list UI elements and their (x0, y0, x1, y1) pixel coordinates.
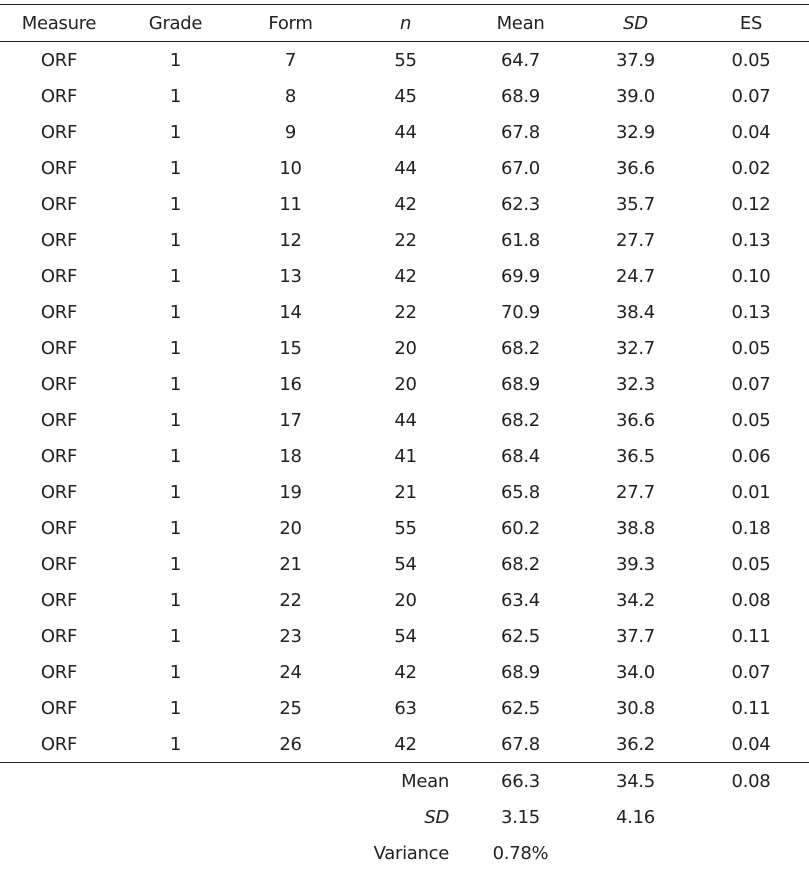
table-row (0, 618, 809, 654)
cell-es: 0.11 (731, 625, 771, 647)
table-row (0, 78, 809, 114)
table-row (0, 186, 809, 222)
cell-form: 23 (279, 625, 302, 647)
cell-mean: 63.4 (501, 589, 540, 611)
header-row (0, 5, 809, 42)
cell-n: 21 (394, 481, 417, 503)
cell-n: 20 (394, 337, 417, 359)
cell-measure: ORF (40, 85, 78, 107)
cell-form: 15 (279, 337, 302, 359)
cell-form: 11 (279, 193, 302, 215)
cell-sd: 36.6 (616, 157, 655, 179)
cell-sd: 24.7 (616, 265, 655, 287)
cell-n: 42 (394, 265, 417, 287)
cell-form: 13 (279, 265, 302, 287)
cell-grade: 1 (169, 49, 182, 71)
cell-measure: ORF (0, 726, 118, 763)
table-row (0, 474, 809, 510)
cell-mean: 65.8 (501, 481, 540, 503)
cell-measure: ORF (40, 193, 78, 215)
cell-grade: 1 (169, 517, 182, 539)
col-header-n: n (399, 12, 412, 34)
cell-n: 41 (394, 445, 417, 467)
col-header-mean: Mean (496, 12, 545, 34)
cell-form: 24 (279, 661, 302, 683)
cell-form: 20 (279, 517, 302, 539)
summary-label: Mean (401, 770, 449, 792)
cell-measure: ORF (40, 49, 78, 71)
cell-grade: 1 (169, 85, 182, 107)
summary-sd-value: 34.5 (616, 770, 655, 792)
cell-n: 20 (394, 373, 417, 395)
cell-mean: 68.4 (501, 445, 540, 467)
table-row (0, 690, 809, 726)
cell-measure: ORF (40, 661, 78, 683)
cell-es: 0.08 (731, 589, 771, 611)
cell-sd: 27.7 (616, 481, 655, 503)
cell-es: 0.05 (731, 337, 771, 359)
cell-grade: 1 (169, 121, 182, 143)
cell-sd: 32.9 (616, 121, 655, 143)
cell-mean: 68.2 (501, 409, 540, 431)
cell-mean: 68.2 (501, 337, 540, 359)
cell-measure: ORF (40, 445, 78, 467)
cell-form: 21 (279, 553, 302, 575)
cell-n: 44 (394, 157, 417, 179)
cell-measure: ORF (40, 625, 78, 647)
table-row (0, 42, 809, 79)
cell-mean: 67.8 (501, 121, 540, 143)
cell-mean: 67.8 (463, 726, 578, 763)
cell-sd: 30.8 (616, 697, 655, 719)
cell-n: 22 (394, 229, 417, 251)
cell-sd: 39.3 (616, 553, 655, 575)
cell-grade: 1 (118, 726, 233, 763)
cell-es: 0.04 (693, 726, 809, 763)
cell-grade: 1 (169, 445, 182, 467)
cell-grade: 1 (169, 481, 182, 503)
cell-form: 16 (279, 373, 302, 395)
summary-es-value (693, 799, 809, 835)
cell-grade: 1 (169, 661, 182, 683)
cell-mean: 68.9 (501, 661, 540, 683)
table-row (0, 510, 809, 546)
table-row (0, 402, 809, 438)
cell-mean: 70.9 (501, 301, 540, 323)
cell-grade: 1 (169, 409, 182, 431)
cell-form: 14 (279, 301, 302, 323)
cell-mean: 68.9 (501, 373, 540, 395)
cell-measure: ORF (40, 589, 78, 611)
cell-form: 9 (284, 121, 297, 143)
table-row (0, 222, 809, 258)
table-row (0, 582, 809, 618)
cell-n: 44 (394, 121, 417, 143)
summary-es-value (693, 835, 809, 871)
cell-es: 0.05 (731, 409, 771, 431)
cell-grade: 1 (169, 229, 182, 251)
cell-n: 45 (394, 85, 417, 107)
cell-form: 19 (279, 481, 302, 503)
table-row (0, 258, 809, 294)
summary-label: Variance (373, 842, 449, 864)
cell-mean: 68.2 (501, 553, 540, 575)
cell-grade: 1 (169, 157, 182, 179)
cell-n: 55 (394, 49, 417, 71)
cell-mean: 67.0 (501, 157, 540, 179)
cell-es: 0.11 (731, 697, 771, 719)
cell-grade: 1 (169, 697, 182, 719)
summary-sd-value (578, 835, 693, 871)
cell-measure: ORF (40, 301, 78, 323)
cell-measure: ORF (40, 373, 78, 395)
summary-es-value: 0.08 (731, 770, 771, 792)
cell-mean: 68.9 (501, 85, 540, 107)
cell-n: 54 (394, 553, 417, 575)
col-header-sd: SD (623, 12, 648, 34)
cell-es: 0.10 (731, 265, 771, 287)
cell-form: 25 (279, 697, 302, 719)
cell-mean: 62.3 (501, 193, 540, 215)
results-table (0, 4, 809, 871)
summary-row-variance (0, 835, 809, 871)
summary-label: SD (424, 806, 449, 828)
cell-es: 0.05 (731, 49, 771, 71)
cell-grade: 1 (169, 301, 182, 323)
cell-grade: 1 (169, 589, 182, 611)
cell-form: 7 (284, 49, 297, 71)
table-row (0, 546, 809, 582)
cell-sd: 37.7 (616, 625, 655, 647)
cell-es: 0.18 (731, 517, 771, 539)
col-header-form: Form (268, 12, 313, 34)
cell-es: 0.06 (731, 445, 771, 467)
summary-row-mean (0, 763, 809, 800)
cell-n: 42 (394, 193, 417, 215)
table-body (0, 42, 809, 763)
col-header-grade: Grade (148, 12, 203, 34)
cell-es: 0.07 (731, 373, 771, 395)
cell-es: 0.02 (731, 157, 771, 179)
summary-mean-value: 66.3 (501, 770, 540, 792)
table-row (0, 294, 809, 330)
cell-sd: 27.7 (616, 229, 655, 251)
summary-row-sd (0, 799, 809, 835)
table-row (0, 726, 809, 763)
cell-sd: 34.2 (616, 589, 655, 611)
cell-n: 42 (394, 661, 417, 683)
cell-es: 0.04 (731, 121, 771, 143)
cell-sd: 38.8 (616, 517, 655, 539)
cell-measure: ORF (40, 265, 78, 287)
cell-sd: 32.7 (616, 337, 655, 359)
cell-form: 10 (279, 157, 302, 179)
cell-mean: 62.5 (501, 625, 540, 647)
cell-sd: 36.2 (578, 726, 693, 763)
cell-sd: 37.9 (616, 49, 655, 71)
cell-measure: ORF (40, 337, 78, 359)
cell-es: 0.07 (731, 661, 771, 683)
cell-measure: ORF (40, 697, 78, 719)
summary-sd-value: 4.16 (616, 806, 655, 828)
cell-measure: ORF (40, 121, 78, 143)
cell-sd: 34.0 (616, 661, 655, 683)
cell-mean: 61.8 (501, 229, 540, 251)
cell-sd: 35.7 (616, 193, 655, 215)
table-row (0, 438, 809, 474)
cell-mean: 60.2 (501, 517, 540, 539)
table-row (0, 654, 809, 690)
cell-sd: 38.4 (616, 301, 655, 323)
table-row (0, 366, 809, 402)
cell-n: 55 (394, 517, 417, 539)
cell-mean: 64.7 (501, 49, 540, 71)
cell-form: 26 (233, 726, 348, 763)
cell-measure: ORF (40, 553, 78, 575)
cell-n: 44 (394, 409, 417, 431)
cell-measure: ORF (40, 157, 78, 179)
cell-sd: 36.6 (616, 409, 655, 431)
cell-grade: 1 (169, 337, 182, 359)
cell-es: 0.12 (731, 193, 771, 215)
table-row (0, 330, 809, 366)
cell-form: 8 (284, 85, 297, 107)
cell-sd: 39.0 (616, 85, 655, 107)
cell-n: 22 (394, 301, 417, 323)
table-row (0, 114, 809, 150)
cell-form: 17 (279, 409, 302, 431)
cell-es: 0.05 (731, 553, 771, 575)
cell-es: 0.13 (731, 229, 771, 251)
cell-n: 20 (394, 589, 417, 611)
cell-mean: 69.9 (501, 265, 540, 287)
summary-mean-value: 0.78% (492, 842, 549, 864)
cell-es: 0.07 (731, 85, 771, 107)
cell-n: 63 (394, 697, 417, 719)
cell-measure: ORF (40, 517, 78, 539)
cell-grade: 1 (169, 193, 182, 215)
cell-sd: 36.5 (616, 445, 655, 467)
cell-grade: 1 (169, 625, 182, 647)
col-header-es: ES (739, 12, 763, 34)
cell-es: 0.13 (731, 301, 771, 323)
cell-measure: ORF (40, 229, 78, 251)
cell-form: 18 (279, 445, 302, 467)
cell-grade: 1 (169, 373, 182, 395)
col-header-measure: Measure (21, 12, 97, 34)
cell-n: 42 (348, 726, 463, 763)
cell-form: 12 (279, 229, 302, 251)
cell-sd: 32.3 (616, 373, 655, 395)
cell-form: 22 (279, 589, 302, 611)
cell-n: 54 (394, 625, 417, 647)
cell-mean: 62.5 (501, 697, 540, 719)
cell-grade: 1 (169, 553, 182, 575)
summary-mean-value: 3.15 (501, 806, 540, 828)
table-row (0, 150, 809, 186)
cell-grade: 1 (169, 265, 182, 287)
cell-measure: ORF (40, 481, 78, 503)
cell-measure: ORF (40, 409, 78, 431)
cell-es: 0.01 (731, 481, 771, 503)
